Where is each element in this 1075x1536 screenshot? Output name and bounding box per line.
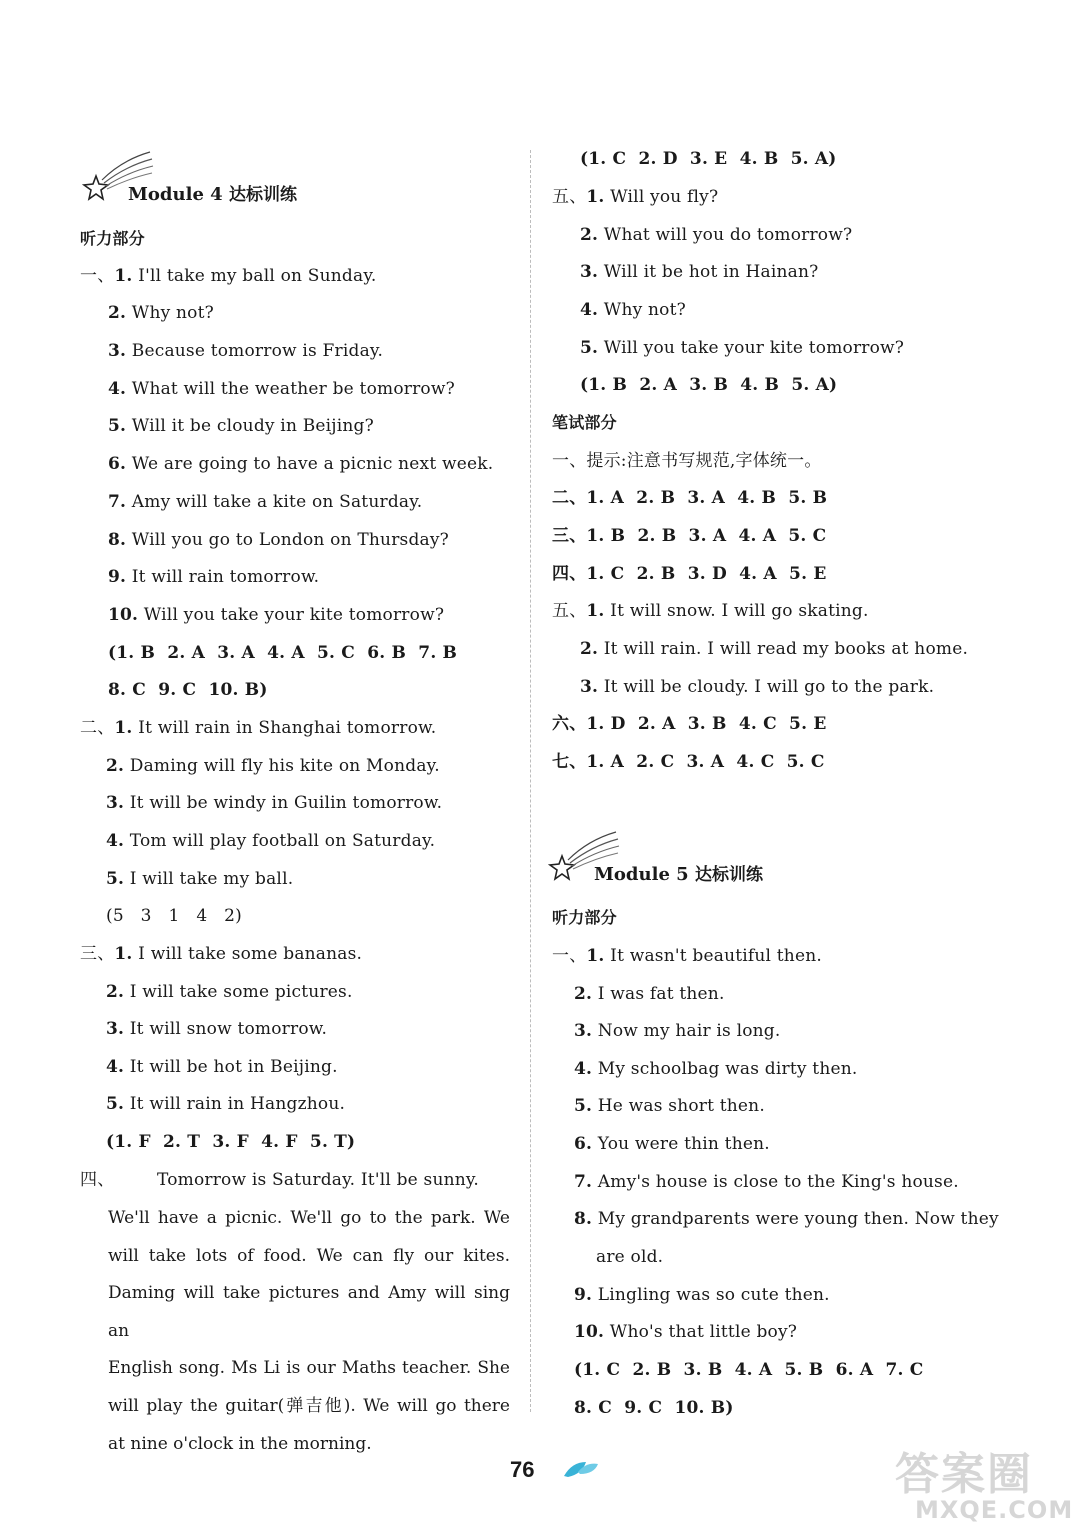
module5-title — [594, 864, 763, 886]
section3-item: 2. I will take some pictures. — [106, 982, 353, 1002]
written-item: 五、1. It will snow. I will go skating. — [552, 601, 869, 621]
section3-item: 5. It will rain in Hangzhou. — [106, 1094, 346, 1114]
section5-item: 4. Why not? — [580, 300, 686, 320]
module5-title-label: 达标训练 — [694, 865, 763, 885]
written-item: 三、1. B 2. B 3. A 4. A 5. C — [552, 526, 827, 546]
section-marker: 二、 — [80, 718, 115, 738]
section1-item: 9. It will rain tomorrow. — [108, 567, 320, 587]
section3-item: 4. It will be hot in Beijing. — [106, 1057, 338, 1077]
section-marker: 三、 — [80, 944, 115, 964]
section3-item: 三、1. I will take some bananas. — [80, 944, 363, 964]
written-item: 四、1. C 2. B 3. D 4. A 5. E — [552, 564, 827, 584]
paragraph-line: Tomorrow is Saturday. It'll be sunny. — [157, 1170, 480, 1190]
written-item: 一、提示:注意书写规范,字体统一。 — [552, 451, 822, 471]
m5-item: 10. Who's that little boy? — [574, 1322, 798, 1342]
section1-item: 3. Because tomorrow is Friday. — [108, 341, 384, 361]
m5-item: 5. He was short then. — [574, 1096, 765, 1116]
m5-item: 7. Amy's house is close to the King's house. — [574, 1172, 959, 1192]
top-answers: (1. C 2. D 3. E 4. B 5. A) — [580, 149, 837, 169]
section1-item: 2. Why not? — [108, 303, 214, 323]
section1-answers: (1. B 2. A 3. A 4. A 5. C 6. B 7. B — [108, 643, 458, 663]
paragraph-line: will take lots of food. We can fly our kites. — [108, 1245, 510, 1266]
paragraph-line: English song. Ms Li is our Maths teacher. She — [108, 1358, 510, 1379]
written-item: 七、1. A 2. C 3. A 4. C 5. C — [552, 752, 825, 772]
column-divider — [530, 150, 531, 1412]
written-item: 二、1. A 2. B 3. A 4. B 5. B — [552, 488, 828, 508]
paragraph-line: at nine o'clock in the morning. — [108, 1433, 372, 1454]
section2-item: 3. It will be windy in Guilin tomorrow. — [106, 793, 443, 813]
section-marker: 二、 — [552, 488, 587, 508]
section-marker: 六、 — [552, 714, 587, 734]
section5-item: 3. Will it be hot in Hainan? — [580, 262, 819, 282]
section3-answers: (1. F 2. T 3. F 4. F 5. T) — [106, 1132, 356, 1152]
section5-answers: (1. B 2. A 3. B 4. B 5. A) — [580, 375, 838, 395]
section-marker: 一、 — [80, 266, 115, 286]
section5-item: 2. What will you do tomorrow? — [580, 225, 853, 245]
written-heading: 笔试部分 — [552, 413, 617, 432]
section-marker: 三、 — [552, 526, 587, 546]
section5-item: 5. Will you take your kite tomorrow? — [580, 338, 905, 358]
section1-item: 7. Amy will take a kite on Saturday. — [108, 492, 423, 512]
paragraph-line: will play the guitar(弹吉他). We will go there — [108, 1395, 510, 1416]
section2-item: 二、1. It will rain in Shanghai tomorrow. — [80, 718, 437, 738]
module4-title-name: Module 4 — [128, 184, 223, 205]
module4-title — [128, 184, 297, 206]
m5-item: 一、1. It wasn't beautiful then. — [552, 946, 822, 966]
watermark — [895, 1438, 1074, 1533]
m5-answers: (1. C 2. B 3. B 4. A 5. B 6. A 7. C — [574, 1360, 924, 1380]
section1-item: 4. What will the weather be tomorrow? — [108, 379, 455, 399]
section2-answers: (5 3 1 4 2) — [106, 906, 242, 926]
m5-item: 8. My grandparents were young then. Now they — [574, 1209, 999, 1229]
section-marker: 一、 — [552, 946, 587, 966]
section2-item: 4. Tom will play football on Saturday. — [106, 831, 436, 851]
listening-heading: 听力部分 — [80, 229, 145, 248]
watermark-bottom: MXQE.COM — [915, 1496, 1074, 1524]
m5-item: 2. I was fat then. — [574, 984, 725, 1004]
watermark-top: 答案圈 — [895, 1449, 1033, 1500]
section2-item: 2. Daming will fly his kite on Monday. — [106, 756, 440, 776]
written-item: 3. It will be cloudy. I will go to the park. — [580, 677, 935, 697]
paragraph-line: Daming will take pictures and Amy will sing an — [108, 1283, 510, 1341]
m5-item: 6. You were thin then. — [574, 1134, 770, 1154]
section-marker: 七、 — [552, 752, 587, 772]
section4-paragraph — [108, 1200, 510, 1463]
module4-title-label: 达标训练 — [228, 185, 297, 205]
section1-item: 一、1. I'll take my ball on Sunday. — [80, 266, 377, 286]
section1-item: 8. Will you go to London on Thursday? — [108, 530, 449, 550]
section1-item: 6. We are going to have a picnic next week. — [108, 454, 494, 474]
page-number: 76 — [510, 1457, 535, 1482]
m5-item-continued: are old. — [596, 1247, 664, 1267]
written-item: 六、1. D 2. A 3. B 4. C 5. E — [552, 714, 827, 734]
section-marker: 四、 — [80, 1170, 115, 1190]
section-marker: 四、 — [552, 564, 587, 584]
module5-title-name: Module 5 — [594, 864, 689, 885]
section1-answers: 8. C 9. C 10. B) — [108, 680, 268, 700]
m5-answers: 8. C 9. C 10. B) — [574, 1398, 734, 1418]
written-item: 2. It will rain. I will read my books at home. — [580, 639, 969, 659]
section-marker: 一、 — [552, 451, 587, 471]
section5-item: 五、1. Will you fly? — [552, 187, 719, 207]
section1-item: 10. Will you take your kite tomorrow? — [108, 605, 445, 625]
section2-item: 5. I will take my ball. — [106, 869, 294, 889]
paragraph-line: We'll have a picnic. We'll go to the park. We — [108, 1208, 510, 1228]
section1-item: 5. Will it be cloudy in Beijing? — [108, 416, 374, 436]
m5-item: 9. Lingling was so cute then. — [574, 1285, 830, 1305]
leaf-decoration-icon — [562, 1458, 600, 1480]
section3-item: 3. It will snow tomorrow. — [106, 1019, 328, 1039]
section-marker: 五、 — [552, 187, 587, 207]
listening-heading-2: 听力部分 — [552, 908, 617, 927]
section-marker: 五、 — [552, 601, 587, 621]
m5-item: 3. Now my hair is long. — [574, 1021, 781, 1041]
m5-item: 4. My schoolbag was dirty then. — [574, 1059, 858, 1079]
